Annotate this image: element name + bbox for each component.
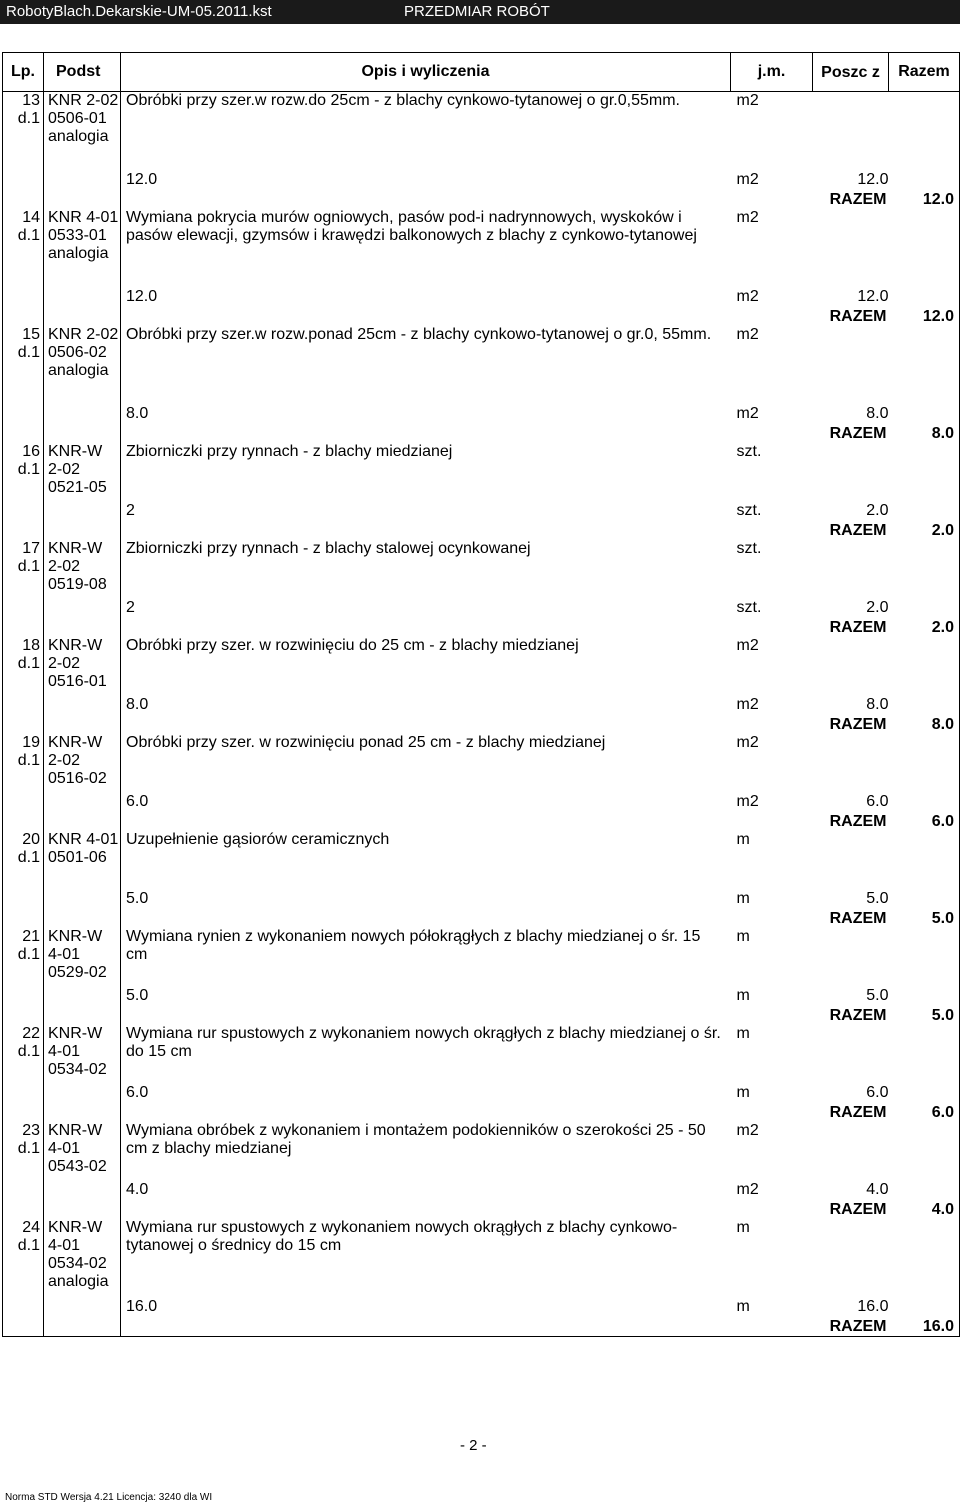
calc-expression: 2: [126, 501, 135, 519]
total-label: RAZEM: [829, 1006, 887, 1024]
total-label: RAZEM: [829, 190, 887, 208]
calc-expression: 16.0: [126, 1297, 158, 1315]
calc-quantity: 5.0: [866, 986, 889, 1004]
document-title: PRZEDMIAR ROBÓT: [404, 3, 550, 20]
calc-row: [3, 985, 960, 1005]
calc-row: [3, 1296, 960, 1316]
calc-row: [3, 403, 960, 423]
total-value: 8.0: [889, 714, 960, 734]
table-row: [3, 540, 960, 597]
item-basis: KNR-W 4-01 0543-02: [44, 1122, 121, 1219]
table-row: [3, 637, 960, 694]
item-description: Zbiorniczki przy rynnach - z blachy stalowej ocynkowanej: [126, 539, 531, 557]
item-description: Zbiorniczki przy rynnach - z blachy miedzianej: [126, 442, 453, 460]
calc-unit: m2: [736, 287, 759, 305]
item-unit: m2: [736, 636, 759, 654]
total-value: 4.0: [889, 1199, 960, 1219]
calc-quantity: 16.0: [857, 1297, 889, 1315]
calc-unit: szt.: [736, 598, 762, 616]
calc-expression: 12.0: [126, 170, 158, 188]
item-number: 14 d.1: [3, 209, 44, 326]
table-row: [3, 92, 960, 169]
calc-expression: 8.0: [126, 404, 149, 422]
item-basis: KNR 4-01 0533-01 analogia: [44, 209, 121, 326]
table-row: [3, 1122, 960, 1179]
item-unit: m: [736, 1024, 750, 1042]
total-value: 2.0: [889, 520, 960, 540]
total-row: [3, 1005, 960, 1025]
calc-expression: 5.0: [126, 986, 149, 1004]
item-description: Wymiana obróbek z wykonaniem i montażem podokienników o szerokości 25 - 50 cm z blachy miedzianej: [126, 1121, 706, 1157]
item-basis: KNR 2-02 0506-02 analogia: [44, 326, 121, 443]
item-unit: m2: [736, 733, 759, 751]
calc-expression: 8.0: [126, 695, 149, 713]
file-name: RobotyBlach.Dekarskie-UM-05.2011.kst: [6, 3, 272, 20]
header-bar: [0, 0, 960, 24]
total-spacer: [121, 1102, 731, 1122]
calc-unit: m2: [736, 404, 759, 422]
calc-unit: szt.: [736, 501, 762, 519]
item-basis: KNR-W 2-02 0516-01: [44, 637, 121, 734]
calc-row: [3, 286, 960, 306]
item-basis: KNR 4-01 0501-06: [44, 831, 121, 928]
item-basis: KNR-W 4-01 0534-02: [44, 1025, 121, 1122]
total-row: [3, 1102, 960, 1122]
calc-unit: m2: [736, 1180, 759, 1198]
calc-expression: 6.0: [126, 792, 149, 810]
col-opis-header: Opis i wyliczenia: [121, 53, 731, 92]
item-number: 16 d.1: [3, 443, 44, 540]
item-number: 21 d.1: [3, 928, 44, 1025]
calc-unit: m: [736, 889, 750, 907]
calc-expression: 12.0: [126, 287, 158, 305]
calc-unit: m2: [736, 170, 759, 188]
table-header-row: [3, 53, 960, 92]
total-value: 5.0: [889, 908, 960, 928]
col-jm-header: j.m.: [731, 53, 813, 92]
total-row: [3, 520, 960, 540]
calc-unit: m: [736, 986, 750, 1004]
total-value: 2.0: [889, 617, 960, 637]
col-poszcz-header: Poszc z: [813, 53, 889, 92]
calc-quantity: 2.0: [866, 598, 889, 616]
total-label: RAZEM: [829, 812, 887, 830]
item-description: Uzupełnienie gąsiorów ceramicznych: [126, 830, 390, 848]
item-number: 15 d.1: [3, 326, 44, 443]
total-row: [3, 811, 960, 831]
calc-quantity: 6.0: [866, 792, 889, 810]
total-spacer: [121, 1199, 731, 1219]
total-label: RAZEM: [829, 1200, 887, 1218]
item-unit: szt.: [736, 442, 762, 460]
item-number: 13 d.1: [3, 92, 44, 209]
item-unit: szt.: [736, 539, 762, 557]
calc-row: [3, 791, 960, 811]
calc-expression: 4.0: [126, 1180, 149, 1198]
total-spacer: [121, 1005, 731, 1025]
total-spacer: [121, 189, 731, 209]
calc-unit: m2: [736, 695, 759, 713]
total-row: [3, 189, 960, 209]
total-value: 16.0: [889, 1316, 960, 1337]
calc-quantity: 12.0: [857, 170, 889, 188]
calc-expression: 5.0: [126, 889, 149, 907]
table-row: [3, 831, 960, 888]
item-basis: KNR-W 4-01 0534-02 analogia: [44, 1219, 121, 1337]
calc-quantity: 2.0: [866, 501, 889, 519]
calc-quantity: 12.0: [857, 287, 889, 305]
calc-unit: m2: [736, 792, 759, 810]
total-value: 6.0: [889, 1102, 960, 1122]
total-label: RAZEM: [829, 521, 887, 539]
table-row: [3, 209, 960, 286]
total-value: 12.0: [889, 189, 960, 209]
item-description: Wymiana pokrycia murów ogniowych, pasów pod-i nadrynnowych, wyskoków i pasów elewacji, gzymsów i krawędzi balkonowych z blachy z cynkowo-tytanowej: [126, 208, 697, 244]
total-value: 5.0: [889, 1005, 960, 1025]
table-row: [3, 326, 960, 403]
calc-quantity: 8.0: [866, 695, 889, 713]
estimate-table: [2, 52, 960, 1337]
calc-quantity: 5.0: [866, 889, 889, 907]
total-spacer: [121, 423, 731, 443]
item-unit: m: [736, 830, 750, 848]
item-description: Obróbki przy szer.w rozw.ponad 25cm - z blachy cynkowo-tytanowej o gr.0, 55mm.: [126, 325, 712, 343]
total-value: 6.0: [889, 811, 960, 831]
item-description: Obróbki przy szer. w rozwinięciu do 25 cm - z blachy miedzianej: [126, 636, 579, 654]
item-number: 23 d.1: [3, 1122, 44, 1219]
page-number: - 2 -: [460, 1437, 487, 1454]
col-podst-header: Podst: [44, 53, 121, 92]
total-spacer: [121, 306, 731, 326]
item-number: 20 d.1: [3, 831, 44, 928]
calc-row: [3, 694, 960, 714]
total-spacer: [121, 714, 731, 734]
item-description: Obróbki przy szer. w rozwinięciu ponad 25 cm - z blachy miedzianej: [126, 733, 606, 751]
table-row: [3, 443, 960, 500]
item-unit: m2: [736, 1121, 759, 1139]
total-label: RAZEM: [829, 618, 887, 636]
item-unit: m2: [736, 208, 759, 226]
total-spacer: [121, 520, 731, 540]
total-row: [3, 423, 960, 443]
total-label: RAZEM: [829, 424, 887, 442]
calc-unit: m: [736, 1083, 750, 1101]
item-number: 19 d.1: [3, 734, 44, 831]
total-value: 8.0: [889, 423, 960, 443]
item-unit: m2: [736, 92, 759, 109]
item-description: Wymiana rur spustowych z wykonaniem nowych okrągłych z blachy cynkowo-tytanowej o średnicy do 15 cm: [126, 1218, 678, 1254]
item-basis: KNR-W 2-02 0516-02: [44, 734, 121, 831]
calc-row: [3, 500, 960, 520]
total-label: RAZEM: [829, 1103, 887, 1121]
calc-row: [3, 1179, 960, 1199]
item-number: 18 d.1: [3, 637, 44, 734]
total-row: [3, 1199, 960, 1219]
item-basis: KNR-W 2-02 0521-05: [44, 443, 121, 540]
table-row: [3, 1219, 960, 1296]
item-number: 24 d.1: [3, 1219, 44, 1337]
calc-expression: 6.0: [126, 1083, 149, 1101]
table-row: [3, 734, 960, 791]
calc-quantity: 4.0: [866, 1180, 889, 1198]
table-row: [3, 928, 960, 985]
item-basis: KNR 2-02 0506-01 analogia: [44, 92, 121, 209]
calc-row: [3, 888, 960, 908]
total-spacer: [121, 908, 731, 928]
col-lp-header: Lp.: [3, 53, 44, 92]
calc-unit: m: [736, 1297, 750, 1315]
item-unit: m: [736, 1218, 750, 1236]
col-razem-header: Razem: [889, 53, 960, 92]
total-label: RAZEM: [829, 307, 887, 325]
calc-row: [3, 169, 960, 189]
total-label: RAZEM: [829, 909, 887, 927]
total-label: RAZEM: [731, 1316, 889, 1337]
item-number: 17 d.1: [3, 540, 44, 637]
total-spacer: [121, 811, 731, 831]
item-number: 22 d.1: [3, 1025, 44, 1122]
total-row: [3, 908, 960, 928]
table-row: [3, 1025, 960, 1082]
item-basis: KNR-W 4-01 0529-02: [44, 928, 121, 1025]
item-unit: m: [736, 927, 750, 945]
total-label: RAZEM: [829, 715, 887, 733]
total-spacer: [121, 1316, 731, 1337]
total-row: [3, 1316, 960, 1337]
calc-quantity: 8.0: [866, 404, 889, 422]
footer-license: Norma STD Wersja 4.21 Licencja: 3240 dla WI: [5, 1492, 213, 1503]
calc-quantity: 6.0: [866, 1083, 889, 1101]
total-row: [3, 617, 960, 637]
total-row: [3, 306, 960, 326]
total-row: [3, 714, 960, 734]
item-basis: KNR-W 2-02 0519-08: [44, 540, 121, 637]
calc-row: [3, 1082, 960, 1102]
calc-row: [3, 597, 960, 617]
item-description: Wymiana rynien z wykonaniem nowych półokrągłych z blachy miedzianej o śr. 15 cm: [126, 927, 701, 963]
calc-expression: 2: [126, 598, 135, 616]
total-value: 12.0: [889, 306, 960, 326]
item-description: Obróbki przy szer.w rozw.do 25cm - z blachy cynkowo-tytanowej o gr.0,55mm.: [126, 92, 680, 109]
total-spacer: [121, 617, 731, 637]
item-unit: m2: [736, 325, 759, 343]
item-description: Wymiana rur spustowych z wykonaniem nowych okrągłych z blachy miedzianej o śr. do 15 cm: [126, 1024, 721, 1060]
